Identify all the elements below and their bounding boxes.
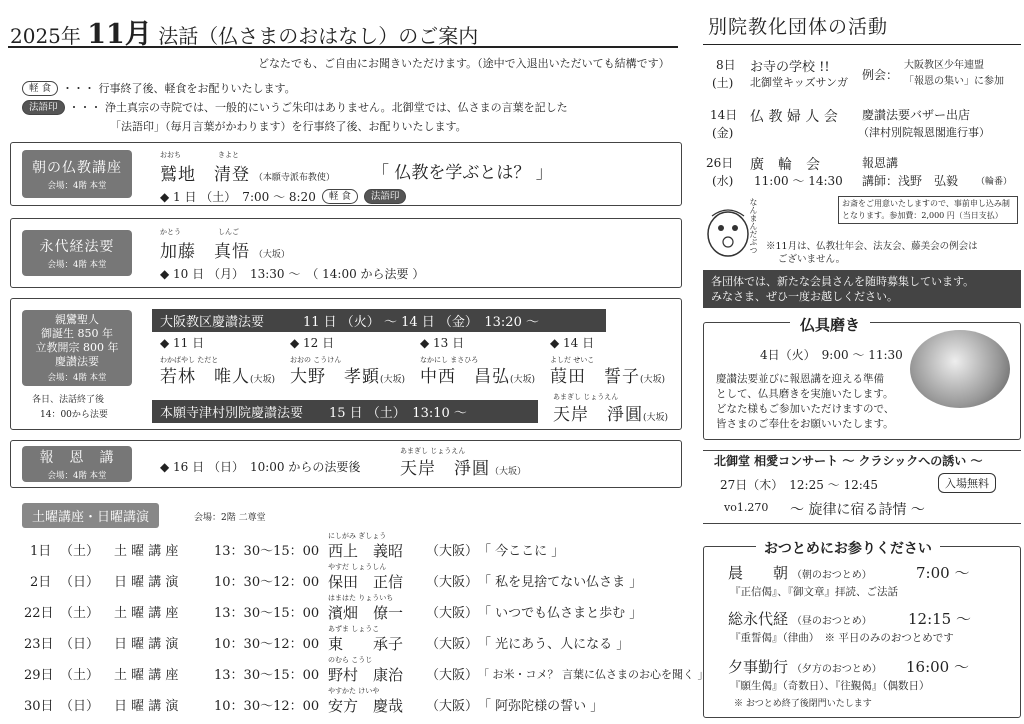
cell-place: （大阪） [426,575,479,590]
ruby: しんご [218,228,239,236]
hoon-label [22,446,132,482]
ruby: やすだ しょうしん [328,563,387,571]
note-line: ございません。 [778,254,846,265]
cell-time: 13：30〜15：00 [214,544,320,559]
table-row [24,687,690,724]
item-sub: （夕方のおつとめ） [791,664,882,675]
weekend-venue: 会場：2階 二尊堂 [194,513,266,523]
morning-venue: 会場：4階 本堂 [47,181,107,191]
cell-name: 保田 正信 [328,573,404,591]
cell-day: 29日 [24,668,54,683]
recruit-line: みなさま、ぜひ一度お越しください。 [711,290,898,303]
concert-vol: vo1.270 [724,501,769,514]
speaker-place: (大坂) [643,413,669,423]
cell-place: （大阪） [426,544,479,559]
item-time: 16:00 〜 [906,658,969,676]
morning-theme: 「 仏教を学ぶとは？ 」 [372,163,553,183]
act-extra: （輪番） [976,177,1013,187]
act-title: お寺の学校 !! [750,60,830,75]
day-date: ◆ 13 日 [420,336,465,350]
eitai-label-text: 永代経法要 [39,239,115,255]
pill-hogoin: 法語印 [364,189,407,204]
cell-kind: 土 曜 講 座 [114,606,179,621]
speaker-name: 葭田 誓子 [550,367,640,387]
shinran-days [152,334,682,387]
ruby: よしだ せいこ [550,356,595,364]
ruby: あまぎし じょうえん [553,393,619,401]
cell-kind: 土 曜 講 座 [114,668,179,683]
concert-date: 27日（木） 12:25 〜 12:45 [720,478,879,492]
item-detail: 『正信偈』、『御文章』拝読、ご法話 [730,586,898,598]
ruby: あずま しょうこ [328,625,380,633]
cell-dow: （日） [60,699,100,714]
cell-day: 1日 [30,544,52,559]
ruby: にしがみ ぎしょう [328,532,387,540]
cell-theme: 「 阿弥陀様の誓い 」 [478,699,604,714]
act-title: 廣 輪 会 [750,157,820,173]
kowa-note [838,196,1018,224]
right-title: 別院教化団体の活動 [708,16,889,38]
item-detail: 『願生偈』（奇数日）、『往覲偈』（偶数日） [730,680,930,692]
cell-kind: 日 曜 講 演 [114,575,179,590]
otsutome-item [728,608,872,629]
cell-theme: 「 いつでも仏さまと歩む 」 [478,606,643,621]
speaker-place: （大坂） [253,250,290,260]
act-extra: （津村別院報恩閣進行事） [858,126,990,139]
otsutome-foot: ※ おつとめ終了後閉門いたします [734,699,872,709]
note-keishoku [22,80,296,96]
cell-place: （大阪） [426,606,479,621]
act-extra: 講師：浅野 弘毅 [862,174,959,188]
speaker-name: 中西 昌弘 [420,367,510,387]
text-line: 皆さまのご奉仕をお願いいたします。 [716,418,894,430]
speaker-place: (大坂) [380,375,406,385]
note-text: ・・・ 行事終了後、軽食をお配りいたします。 [62,82,296,95]
cell-time: 10：30〜12：00 [214,637,320,652]
tsumura-bar: 本願寺津村別院慶讃法要 15 日 （土） 13:10 〜 [152,400,538,423]
item-name: 晨 朝 [728,564,789,582]
cell-name: 濱畑 僚一 [328,604,404,622]
cell-dow: （日） [60,575,100,590]
cell-dow: （日） [60,637,100,652]
cell-kind: 日 曜 講 演 [114,699,179,714]
text-line: として、仏具磨きを実施いたします。 [716,388,894,400]
day-speaker [160,362,275,387]
pill-hogoin: 法語印 [22,100,65,115]
cell-dow: （土） [60,668,100,683]
text-line: どなた様もご参加いただけますので、 [716,403,895,415]
item-detail: 『重誓偈』（律曲） ※ 平日のみのおつとめです [730,632,954,644]
act-extra: 大阪教区少年連盟 [904,60,984,71]
right-title-rule [703,44,1021,45]
item-name: 総永代経 [728,610,789,628]
cell-time: 10：30〜12：00 [214,575,320,590]
act-day: 26日 [706,156,734,170]
cell-dow: （土） [60,544,100,559]
label-line: 立教開宗 800 年 [35,341,119,354]
cell-day: 22日 [24,606,54,621]
butsugu-date: 4日（火） 9:00 〜 11:30 [760,348,903,362]
ruby: はまはた りょういち [328,594,394,602]
speaker-place: (大坂) [510,375,536,385]
hoon-speaker [400,454,526,479]
weekend-table [0,532,709,720]
shinran-note: 14：00から法要 [40,410,108,420]
ruby: かとう [160,228,181,236]
cell-theme: 「 光にあう、人になる 」 [478,637,630,652]
ruby: おおの こうけん [290,356,342,364]
cell-time: 13：30〜15：00 [214,606,320,621]
hoon-venue: 会場：4階 本堂 [47,471,107,481]
concert-subtitle: 〜 旋律に宿る詩情 〜 [790,502,925,518]
day-date: ◆ 14 日 [550,336,595,350]
otsutome-item [728,656,882,677]
eitai-date: ◆ 10 日 （月） 13:30 〜 （ 14:00 から法要 ） [160,267,425,281]
act-extra: 「報恩の集い」に参加 [904,76,1004,87]
speaker-name: 加藤 真悟 [160,242,250,262]
cell-theme: 「 お米・コメ？ 言葉に仏さまのお心を聞く 」 [478,668,709,681]
cell-time: 13：30〜15：00 [214,668,320,683]
cell-dow: （土） [60,606,100,621]
ruby: おおち [160,151,181,159]
speaker-role: （本願寺派布教使） [253,173,335,183]
ruby: あまぎし じょうえん [400,447,466,455]
morning-date [160,188,406,205]
note-line: となります。参加費：2,000 円（当日支払） [842,211,1003,220]
eitai-venue: 会場：4階 本堂 [47,260,107,270]
weekend-header: 土曜講座・日曜講演 [22,503,159,528]
title-text: 法話（仏さまのおはなし）のご案内 [158,24,479,48]
speaker-place: (大坂) [250,375,276,385]
cell-place: （大阪） [426,637,479,652]
hoon-label-text: 報 恩 講 [39,450,115,466]
cell-theme: 「 今ここに 」 [478,544,565,559]
act-extra: 例会： [862,68,899,82]
title-rule [8,46,678,48]
ruby: なかにし まさひろ [420,356,479,364]
date-text: ◆ 1 日 （土） 7:00 〜 8:20 [160,190,316,204]
day-date: ◆ 12 日 [290,336,335,350]
shinran-venue: 会場：4階 本堂 [47,373,107,383]
morning-speaker [160,151,335,185]
cell-name: 野村 康治 [328,666,404,684]
act-extra: 報恩講 [862,156,899,170]
act-sub: 北御堂キッズサンガ [750,76,849,89]
day-speaker [420,362,535,387]
pill-keishoku: 軽 食 [322,189,358,204]
item-sub: （昼のおつとめ） [791,616,872,627]
nov-note [766,240,978,266]
act-dow: (水) [712,174,734,188]
day-speaker [290,362,405,387]
cell-place: （大阪） [426,668,479,683]
cell-time: 10：30〜12：00 [214,699,320,714]
title-year: 2025年 [10,24,81,48]
cell-name: 西上 義昭 [328,542,404,560]
item-time: 7:00 〜 [916,564,970,582]
butsugu-title: 仏具磨き [790,314,870,335]
speaker-place: （大坂） [490,467,527,477]
recruit-box [703,270,1021,308]
butsugu-text [716,372,894,432]
ruby: わかばやし ただと [160,356,219,364]
ruby: きよと [218,151,239,159]
act-sub: 11:00 〜 14:30 [754,174,843,188]
note-text: 「法語印」（毎月言葉がかわります）を行事終了後、お配りいたします。 [110,120,467,133]
otsutome-item [728,562,872,583]
label-line: 慶讃法要 [55,355,99,368]
item-sub: （朝のおつとめ） [791,570,872,581]
cell-day: 2日 [30,575,52,590]
day-date: ◆ 11 日 [160,336,205,350]
speaker-name: 大野 孝顕 [290,367,380,387]
cell-kind: 土 曜 講 座 [114,544,179,559]
speaker-name: 鷲地 清登 [160,165,250,185]
note-hogoin-cont [110,118,467,134]
activity-row [706,106,1022,146]
speaker-name: 天岸 淨圓 [400,459,490,479]
speaker-name: 天岸 淨圓 [553,405,643,425]
title-month: 11月 [87,19,152,50]
act-extra: 慶讃法要バザー出店 [862,108,971,122]
cell-name: 東 承子 [328,635,404,653]
text-line: 慶讃法要並びに報恩講を迎える準備 [716,373,884,385]
mascot-text: なんまんだぶつ [749,198,758,254]
osaka-kyoku-bar: 大阪教区慶讃法要 11 日 （火） 〜 14 日 （金） 13:20 〜 [152,309,606,332]
concert-title: 北御堂 相愛コンサート 〜 クラシックへの誘い 〜 [714,454,983,468]
note-text: ・・・ 浄土真宗の寺院では、一般的にいうご朱印はありません。北御堂では、仏さまの言葉を記した [68,101,568,114]
eitai-label [22,230,132,276]
cell-theme: 「 私を見捨てない仏さま 」 [478,575,643,590]
cell-kind: 日 曜 講 演 [114,637,179,652]
day-speaker [550,362,665,387]
item-name: 夕事勤行 [728,658,789,676]
speaker-name: 若林 唯人 [160,367,250,387]
subtitle: どなたでも、ご自由にお聞きいただけます。（途中で入退出いただいても結構です） [258,57,670,70]
act-day: 14日 [710,108,738,122]
d15-speaker [553,400,668,425]
shinran-note: 各日、法話終了後 [32,395,105,405]
butsugu-photo [910,330,1010,408]
note-line: お斎をご用意いたしますので、事前申し込み制 [842,199,1010,208]
label-line: 親鸞聖人 [55,313,99,326]
cell-place: （大阪） [426,699,479,714]
shinran-label [22,310,132,386]
ruby: やすかた けいや [328,687,380,695]
cell-day: 23日 [24,637,54,652]
cell-day: 30日 [24,699,54,714]
hoon-date: ◆ 16 日 （日） 10:00 からの法要後 [160,460,361,474]
note-hogoin [22,99,568,115]
eitai-speaker [160,228,290,262]
cell-name: 安方 慶哉 [328,697,404,715]
act-dow: (土) [712,76,734,90]
ruby: のむら こうじ [328,656,373,664]
act-day: 8日 [716,58,736,72]
speaker-place: (大坂) [640,375,666,385]
act-title: 仏 教 婦 人 会 [750,109,838,125]
label-line: 御誕生 850 年 [41,327,113,340]
item-time: 12:15 〜 [908,610,971,628]
activity-row [706,154,1022,194]
pill-keishoku: 軽 食 [22,81,58,96]
morning-label [22,150,132,198]
morning-label-text: 朝の仏教講座 [32,160,122,176]
act-dow: (金) [712,126,734,140]
activity-row [706,56,1022,96]
otsutome-title: おつとめにお参りください [756,538,940,558]
note-line: ※11月は、仏教壮年会、法友会、藤美会の例会は [766,241,978,252]
free-entry-badge: 入場無料 [938,473,996,493]
recruit-line: 各団体では、新たな会員さんを随時募集しています。 [711,275,975,288]
